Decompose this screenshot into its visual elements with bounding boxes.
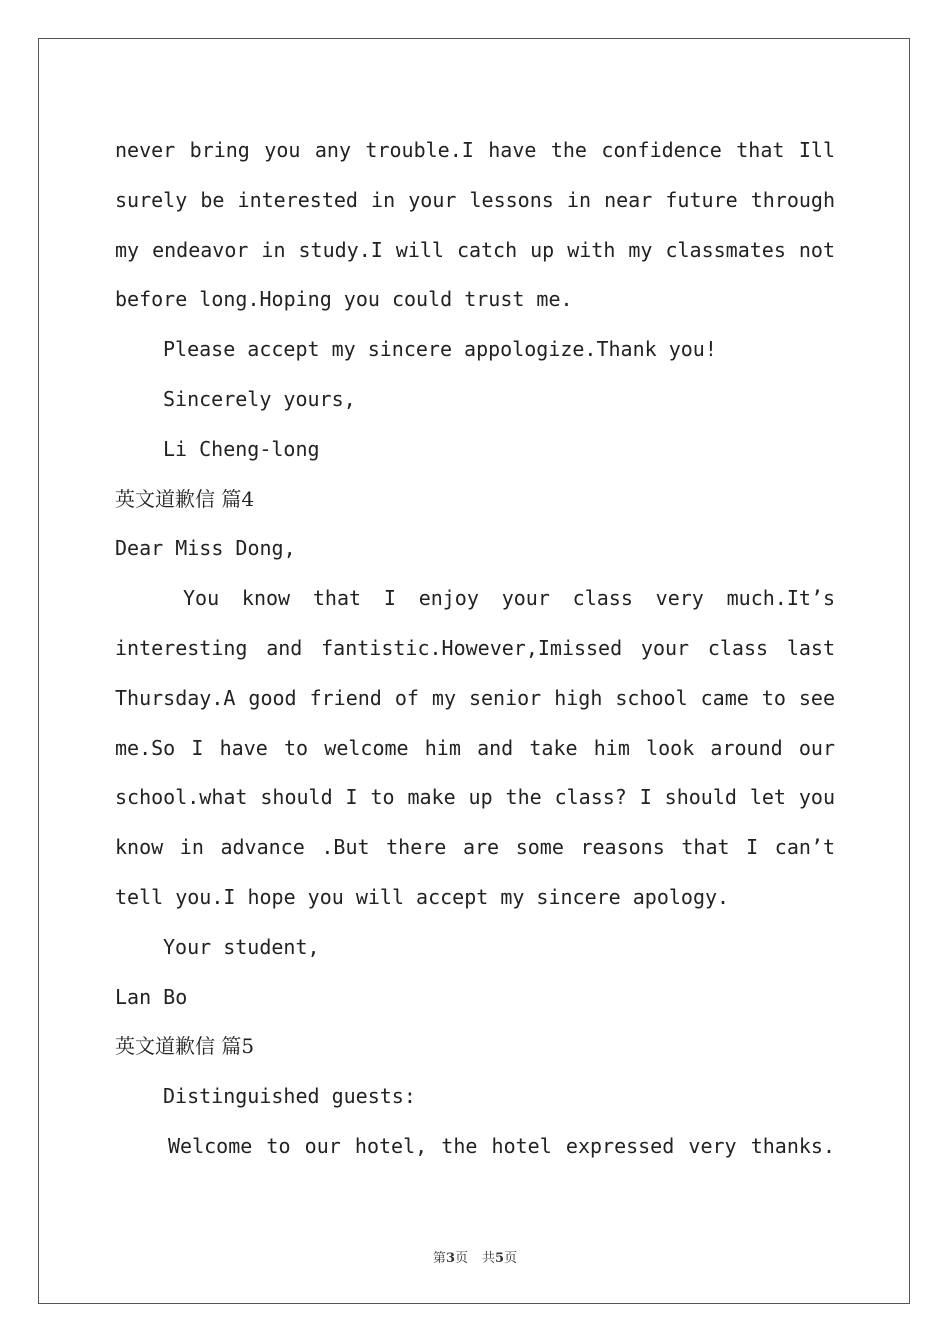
body-line: never bring you any trouble.I have the confidence that Ill: [115, 138, 835, 162]
body-line: me.So I have to welcome him and take him look around our: [115, 735, 835, 760]
body-line: surely be interested in your lessons in near future through: [115, 187, 835, 212]
section-heading: 英文道歉信 篇4: [115, 486, 255, 511]
signoff: Sincerely yours,: [163, 386, 356, 411]
signature-name: Lan Bo: [115, 984, 188, 1009]
closing-line: Please accept my sincere appologize.Thank you!: [163, 337, 717, 362]
page-footer: [0, 1247, 950, 1266]
footer-page-current: 3: [445, 1251, 455, 1266]
document-body: [115, 126, 835, 1172]
signature-name: Li Cheng-long: [163, 436, 320, 461]
footer-page-label: 页: [454, 1251, 468, 1266]
body-line: You know that I enjoy your class very much.It’s: [183, 586, 835, 611]
signoff: Your student,: [163, 934, 320, 959]
footer-total-label: 页: [504, 1251, 518, 1266]
body-line: school.what should I to make up the class? I should let you: [115, 785, 835, 810]
body-line: tell you.I hope you will accept my sincere apology.: [115, 884, 730, 909]
body-line: before long.Hoping you could trust me.: [115, 287, 573, 312]
body-line: Welcome to our hotel, the hotel expressed very thanks.: [168, 1133, 835, 1158]
section-heading: 英文道歉信 篇5: [115, 1034, 255, 1059]
footer-total-prefix: 共: [482, 1251, 496, 1266]
body-line: Thursday.A good friend of my senior high school came to see: [115, 685, 835, 710]
body-line: know in advance .But there are some reasons that I can’t: [115, 835, 835, 860]
salutation: Distinguished guests:: [163, 1084, 416, 1109]
salutation: Dear Miss Dong,: [115, 536, 296, 561]
body-line: my endeavor in study.I will catch up with my classmates not: [115, 237, 835, 262]
footer-page-total: 5: [495, 1251, 505, 1266]
footer-page-prefix: 第: [432, 1251, 446, 1266]
body-line: interesting and fantistic.However,Imissed your class last: [115, 635, 835, 660]
